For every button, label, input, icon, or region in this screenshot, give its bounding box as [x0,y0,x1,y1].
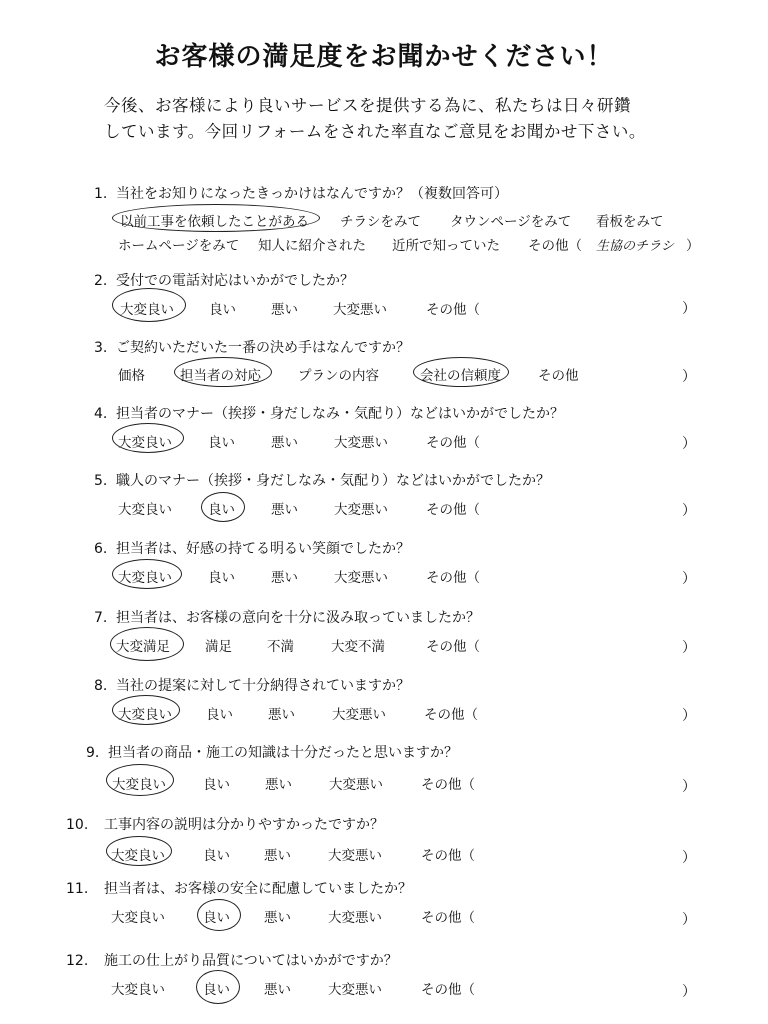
option-good[interactable]: 良い [203,777,230,793]
question-4-title [94,403,564,423]
paren-close: ） [682,850,696,866]
paren-close: ） [682,503,696,519]
option-other[interactable]: その他（ [426,570,480,586]
intro-line-2: しています。今回リフォームをされた率直なご意見をお聞かせ下さい。 [104,122,646,141]
option-previous-work[interactable]: 以前工事を依頼したことがある [120,214,309,230]
option-very-good[interactable]: 大変良い [118,502,172,518]
option-bad[interactable]: 悪い [271,502,298,518]
question-8-title [94,675,410,695]
option-good[interactable]: 良い [203,910,230,926]
option-other[interactable]: その他（ [421,982,475,998]
option-other[interactable]: その他 [538,368,579,384]
option-very-bad[interactable]: 大変悪い [333,302,387,318]
paren-close: ） [682,984,696,1000]
option-plan-content[interactable]: プランの内容 [298,368,379,384]
question-number: 2. [94,273,108,289]
option-good[interactable]: 良い [203,848,230,864]
option-very-good[interactable]: 大変良い [118,435,172,451]
option-town-page[interactable]: タウンページをみて [450,214,572,230]
question-number: 9. [86,745,100,761]
option-good[interactable]: 良い [206,707,233,723]
option-very-bad[interactable]: 大変悪い [329,777,383,793]
option-other[interactable]: その他（ [528,238,582,254]
option-good[interactable]: 良い [203,982,230,998]
option-staff-response[interactable]: 担当者の対応 [180,368,261,384]
option-other[interactable]: その他（ [426,502,480,518]
question-number: 5. [94,473,108,489]
question-text: ご契約いただいた一番の決め手はなんですか？ [116,340,410,356]
other-answer-handwritten: 生協のチラシ [596,239,675,254]
option-neighborhood[interactable]: 近所で知っていた [392,238,500,254]
survey-title: お客様の満足度をお聞かせください！ [154,42,614,72]
option-good[interactable]: 良い [208,570,235,586]
question-2-title [94,270,354,290]
question-number: 7. [94,610,108,626]
question-10-title [66,814,384,834]
paren-close: ） [682,436,696,452]
option-bad[interactable]: 悪い [268,707,295,723]
option-price[interactable]: 価格 [118,368,145,384]
question-3-title [94,337,410,357]
question-number: 8. [94,678,108,694]
question-7-title [94,607,480,627]
option-very-bad[interactable]: 大変悪い [334,570,388,586]
option-other[interactable]: その他（ [426,435,480,451]
option-good[interactable]: 良い [209,302,236,318]
option-very-good[interactable]: 大変良い [111,910,165,926]
question-text: 当社をお知りになったきっかけはなんですか？（複数回答可） [116,186,508,202]
question-text: 担当者は、好感の持てる明るい笑顔でしたか？ [116,541,410,557]
option-very-good[interactable]: 大変良い [120,302,174,318]
paren-close: ） [682,779,696,795]
option-other[interactable]: その他（ [424,707,478,723]
option-very-good[interactable]: 大変良い [118,570,172,586]
question-number: 6. [94,541,108,557]
question-5-title [94,470,550,490]
question-text: 受付での電話対応はいかがでしたか？ [116,273,354,289]
intro-line-1: 今後、お客様により良いサービスを提供する為に、私たちは日々研鑽 [104,96,631,115]
question-9-title [86,742,458,762]
option-very-bad[interactable]: 大変悪い [328,910,382,926]
question-number: 1. [94,186,108,202]
paren-close: ） [682,369,696,385]
option-homepage[interactable]: ホームページをみて [118,238,240,254]
paren-close: ） [682,571,696,587]
option-unsatisfied[interactable]: 不満 [267,639,294,655]
option-very-good[interactable]: 大変良い [111,982,165,998]
question-number: 4. [94,406,108,422]
option-very-bad[interactable]: 大変悪い [334,435,388,451]
question-11-title [66,878,412,898]
option-referral[interactable]: 知人に紹介された [258,238,366,254]
option-very-good[interactable]: 大変良い [112,777,166,793]
option-bad[interactable]: 悪い [264,848,291,864]
option-flyer[interactable]: チラシをみて [340,214,421,230]
question-6-title [94,538,410,558]
option-very-unsatisfied[interactable]: 大変不満 [331,639,385,655]
question-text: 施工の仕上がり品質についてはいかがですか？ [104,953,398,969]
question-number: 3. [94,340,108,356]
paren-close: ） [682,640,696,656]
option-bad[interactable]: 悪い [264,982,291,998]
question-number: 11. [66,881,89,897]
option-very-good[interactable]: 大変良い [111,848,165,864]
question-text: 担当者のマナー（挨拶・身だしなみ・気配り）などはいかがでしたか？ [116,406,564,422]
option-very-satisfied[interactable]: 大変満足 [116,639,170,655]
question-12-title [66,950,398,970]
question-number: 10. [66,817,89,833]
question-number: 12. [66,953,89,969]
option-very-bad[interactable]: 大変悪い [328,848,382,864]
question-1-title [94,183,508,203]
option-other[interactable]: その他（ [426,302,480,318]
option-very-bad[interactable]: 大変悪い [334,502,388,518]
option-satisfied[interactable]: 満足 [205,639,232,655]
paren-close: ） [682,301,696,317]
option-other[interactable]: その他（ [421,910,475,926]
option-bad[interactable]: 悪い [265,777,292,793]
option-other[interactable]: その他（ [421,848,475,864]
question-text: 担当者は、お客様の意向を十分に汲み取っていましたか？ [116,610,480,626]
option-good[interactable]: 良い [208,435,235,451]
option-signboard[interactable]: 看板をみて [596,214,664,230]
question-text: 工事内容の説明は分かりやすかったですか？ [104,817,384,833]
paren-close: ） [682,912,696,928]
option-very-bad[interactable]: 大変悪い [328,982,382,998]
option-bad[interactable]: 悪い [271,435,298,451]
option-bad[interactable]: 悪い [271,570,298,586]
option-bad[interactable]: 悪い [264,910,291,926]
option-good[interactable]: 良い [208,502,235,518]
question-text: 担当者は、お客様の安全に配慮していましたか？ [104,881,412,897]
option-very-bad[interactable]: 大変悪い [332,707,386,723]
option-bad[interactable]: 悪い [271,302,298,318]
option-very-good[interactable]: 大変良い [118,707,172,723]
paren-close: ） [682,708,696,724]
question-text: 職人のマナー（挨拶・身だしなみ・気配り）などはいかがでしたか？ [116,473,550,489]
option-other[interactable]: その他（ [426,639,480,655]
option-company-trust[interactable]: 会社の信頼度 [420,368,501,384]
question-text: 当社の提案に対して十分納得されていますか？ [116,678,410,694]
paren-close: ） [686,238,700,254]
option-other[interactable]: その他（ [421,777,475,793]
question-text: 担当者の商品・施工の知識は十分だったと思いますか？ [108,745,458,761]
